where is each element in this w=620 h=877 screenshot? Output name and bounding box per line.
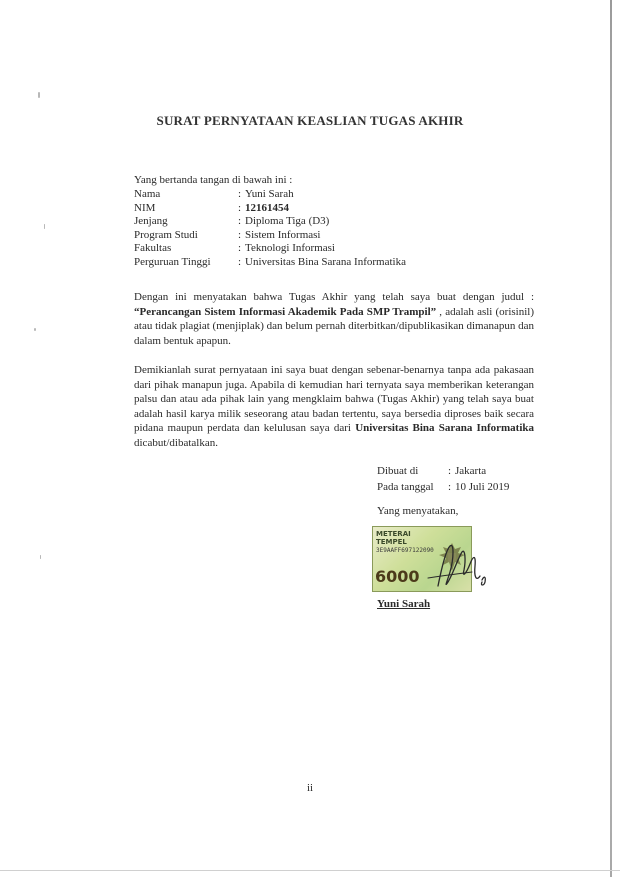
stamp-serial: 3E9AAFF697122090 [376,547,434,554]
statement-text: Dengan ini menyatakan bahwa Tugas Akhir yang telah saya buat dengan judul : [134,291,534,303]
separator: : [238,228,242,241]
field-value: Universitas Bina Sarana Informatika [245,255,406,268]
separator: : [238,255,242,268]
stamp-value: 6000 [375,567,420,586]
date-label: Pada tanggal [377,481,434,493]
field-label: Fakultas [134,242,172,254]
declaration-text-end: dicabut/dibatalkan. [134,436,218,449]
scan-edge [610,0,612,877]
separator: : [238,215,242,227]
field-value: Sistem Informasi [245,228,321,241]
field-label: NIM [134,201,156,214]
stamp-label [376,530,411,546]
field-label: Program Studi [134,228,198,241]
field-value: Diploma Tiga (D3) [245,215,330,227]
separator: : [448,481,452,493]
signer-name: Yuni Sarah [377,598,431,610]
separator: : [238,242,242,254]
page-number: ii [306,782,314,794]
stamp-label-line1: METERAI [376,530,411,538]
scan-speck [40,555,41,559]
scan-speck [34,328,36,331]
stamp-label-line2: TEMPEL [376,538,407,546]
field-value: Teknologi Informasi [245,242,335,254]
separator: : [448,465,452,477]
date-value: 10 Juli 2019 [455,481,510,493]
closing-text: Yang menyatakan, [377,505,459,517]
statement-paragraph [134,290,534,348]
statement-text-end: , adalah asli (orisinil) atau tidak plagiat (menjiplak) dan belum pernah diterbitkan/dipublikasikan dimanapun dan dalam bentuk apapun. [134,305,534,347]
field-label: Nama [134,188,161,200]
place-label: Dibuat di [377,465,419,477]
document-title: SURAT PERNYATAAN KEASLIAN TUGAS AKHIR [156,113,464,128]
field-value: 12161454 [245,201,289,214]
scan-edge [0,870,620,871]
institution-name: Universitas Bina Sarana Informatika [355,422,535,434]
declaration-paragraph [134,363,534,450]
place-value: Jakarta [455,465,487,477]
field-label: Perguruan Tinggi [134,255,211,268]
scan-speck [44,224,45,229]
separator: : [238,188,242,200]
scan-speck [38,92,40,98]
separator: : [238,201,242,214]
intro-text: Yang bertanda tangan di bawah ini : [134,174,293,186]
declaration-text: Demikianlah surat pernyataan ini saya buat dengan sebenar-benarnya tanpa ada pakasaan dari pihak manapun juga. Apabila di kemudian hari ternyata saya memberikan keterangan palsu dan atau ada pihak lain yang mengklaim bahwa (Tugas Akhir) yang telah saya buat adalah hasil karya milik seseorang atau badan tertentu, saya bersedia diproses baik secara pidana maupun perdata dan kelulusan saya dari [134,364,534,434]
field-value: Yuni Sarah [245,188,294,200]
thesis-title: “Perancangan Sistem Informasi Akademik Pada SMP Trampil” [134,305,437,318]
signature-icon [420,536,510,594]
field-label: Jenjang [134,215,168,227]
